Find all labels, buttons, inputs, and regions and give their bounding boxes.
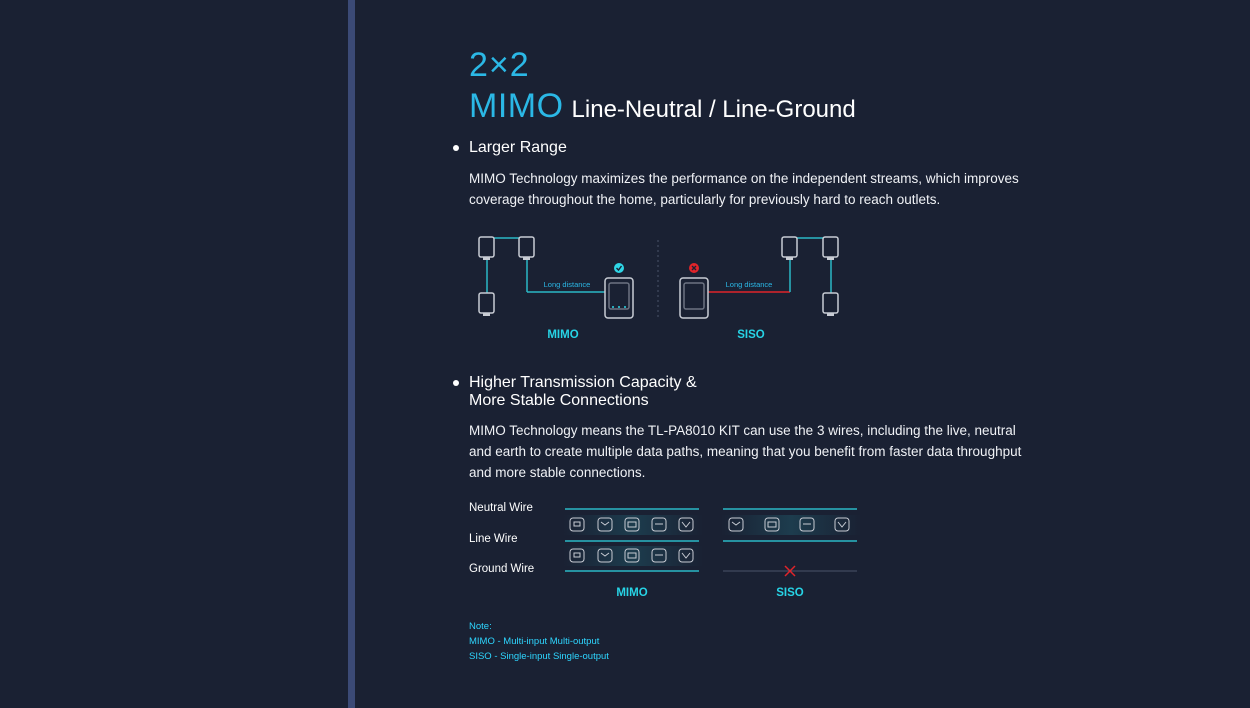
note-line1: MIMO - Multi-input Multi-output xyxy=(469,636,600,647)
section1-heading: Larger Range xyxy=(469,139,567,156)
mimo-wire-caption: MIMO xyxy=(616,587,648,599)
siso-range-caption: SISO xyxy=(737,329,765,341)
note-title: Note: xyxy=(469,621,492,632)
check-icon xyxy=(614,263,624,273)
line-wire-label: Line Wire xyxy=(469,533,518,545)
section2-body: MIMO Technology means the TL-PA8010 KIT can use the 3 wires, including the live, neutral and earth to create multiple data paths, meaning that you benefit from faster data throughput and more stable connections. xyxy=(469,423,1022,480)
section2-heading-line2: More Stable Connections xyxy=(469,392,649,409)
long-distance-label-left: Long distance xyxy=(543,280,591,289)
siso-wire-diagram xyxy=(721,505,861,580)
bullet-dot xyxy=(453,380,459,386)
page-title-2x2: 2×2 xyxy=(469,46,530,84)
page-title-mimo: MIMO xyxy=(469,87,564,125)
ground-wire-label: Ground Wire xyxy=(469,563,535,575)
siso-wire-caption: SISO xyxy=(776,587,804,599)
mimo-range-diagram xyxy=(470,230,650,330)
neutral-wire-label: Neutral Wire xyxy=(469,502,533,514)
section1-body: MIMO Technology maximizes the performance on the independent streams, which improves coverage throughout the home, particularly for previously hard to reach outlets. xyxy=(469,171,1019,207)
section2-heading xyxy=(469,374,697,410)
note-line2: SISO - Single-input Single-output xyxy=(469,651,609,662)
page-title-subtitle: Line-Neutral / Line-Ground xyxy=(571,96,856,123)
long-distance-label-right: Long distance xyxy=(725,280,773,289)
mimo-wire-diagram xyxy=(563,505,703,575)
mimo-range-caption: MIMO xyxy=(547,329,579,341)
sidebar-divider xyxy=(348,0,355,708)
siso-range-diagram xyxy=(676,230,856,330)
section2-heading-line1: Higher Transmission Capacity & xyxy=(469,374,697,391)
diagram-separator xyxy=(657,240,659,320)
page-title xyxy=(469,87,856,126)
bullet-dot xyxy=(453,145,459,151)
